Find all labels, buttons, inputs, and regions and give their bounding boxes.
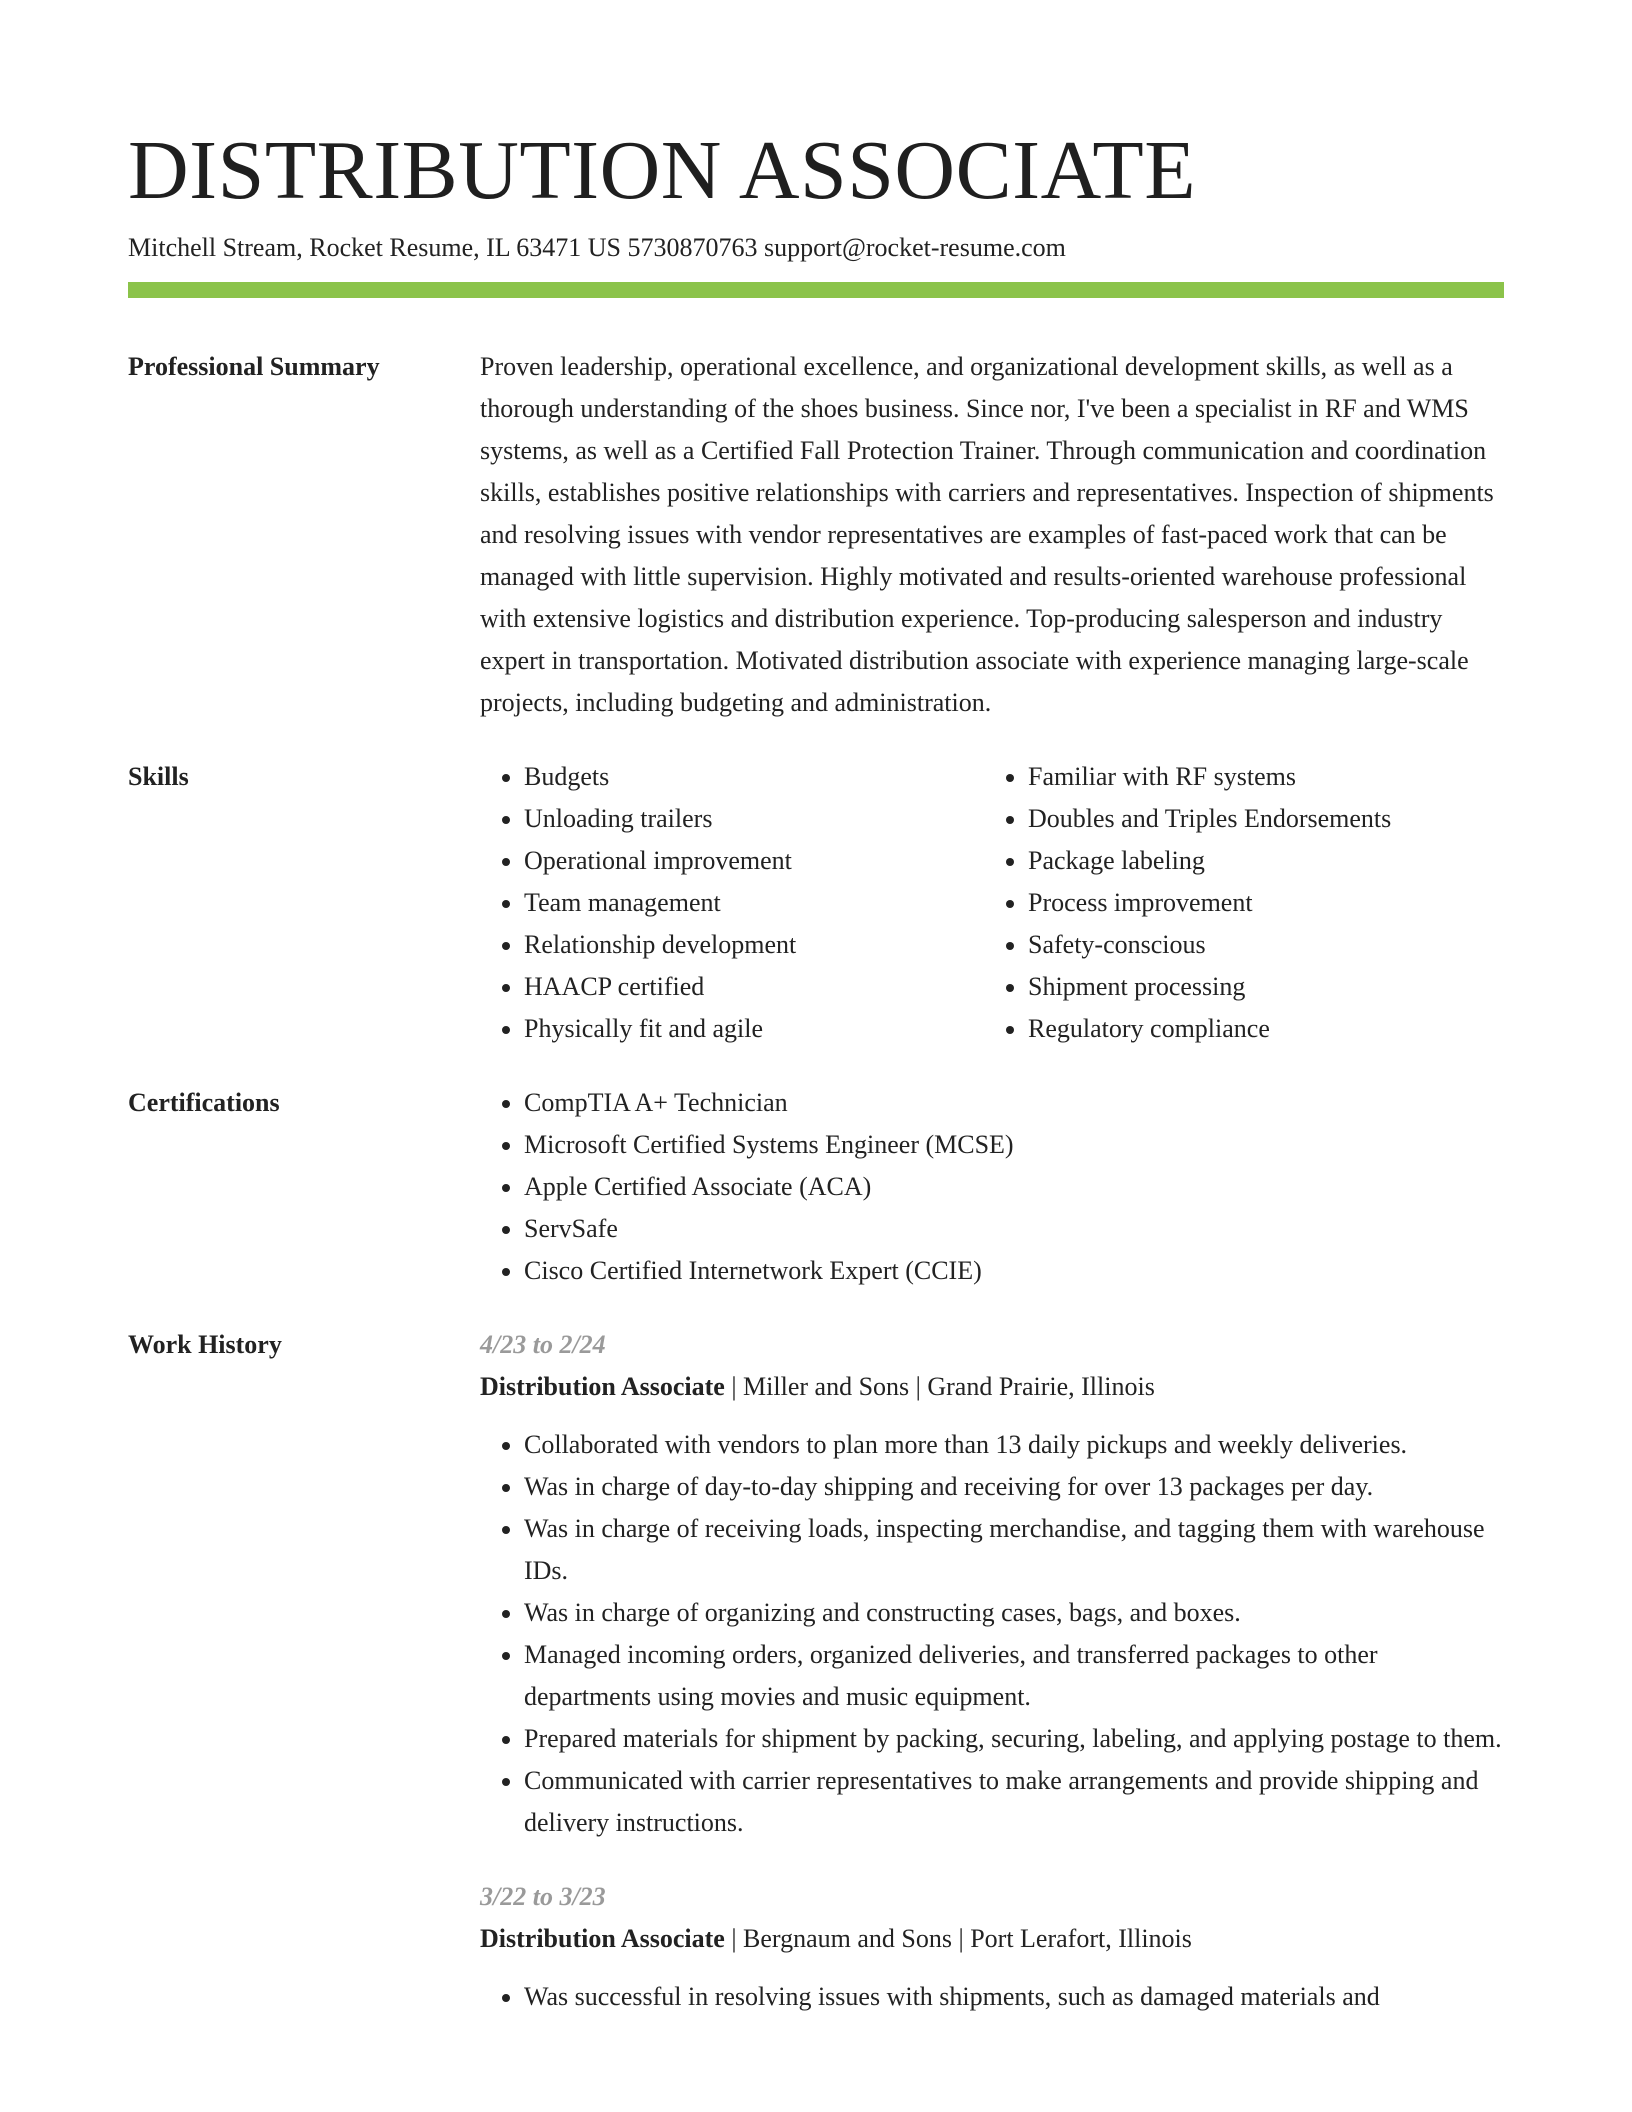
certifications-list: [480, 1082, 1504, 1292]
certifications-body: [480, 1082, 1504, 1292]
section-heading-certifications: Certifications: [128, 1088, 280, 1117]
job-dates: 3/22 to 3/23: [480, 1882, 606, 1911]
resume-page: [128, 0, 1504, 2018]
job-heading: [480, 1366, 1504, 1408]
skills-columns: [480, 756, 1504, 1050]
skill-item: • Team management: [524, 882, 984, 924]
job-duty-item: • Managed incoming orders, organized deliveries, and transferred packages to other departments using movies and music equipment.: [524, 1634, 1504, 1718]
job-title: Distribution Associate: [480, 1924, 725, 1953]
skill-item: • Shipment processing: [1028, 966, 1504, 1008]
header-accent-bar: [128, 282, 1504, 298]
skill-item: • Budgets: [524, 756, 984, 798]
certifications-section: [128, 1082, 1504, 1292]
skill-item: • Familiar with RF systems: [1028, 756, 1504, 798]
certification-item: • Apple Certified Associate (ACA): [524, 1166, 1504, 1208]
skills-list-left: [480, 756, 984, 1050]
skill-item: • Operational improvement: [524, 840, 984, 882]
job-duty-item: • Was successful in resolving issues with shipments, such as damaged materials and: [524, 1976, 1504, 2018]
skill-item: • HAACP certified: [524, 966, 984, 1008]
summary-section: [128, 346, 1504, 724]
job-entry: [480, 1876, 1504, 2018]
job-duty-item: • Was in charge of day-to-day shipping and receiving for over 13 packages per day.: [524, 1466, 1504, 1508]
contact-info: Mitchell Stream, Rocket Resume, IL 63471 US 5730870763 support@rocket-resume.com: [128, 233, 1066, 262]
skills-section: [128, 756, 1504, 1050]
summary-text: Proven leadership, operational excellence, and organizational development skills, as well as a thorough understanding of the shoes business. Since nor, I've been a specialist in RF and WMS systems, as well as a Certified Fall Protection Trainer. Through communication and coordination skills, establishes positive relationships with carriers and representatives. Inspection of shipments and resolving issues with vendor representatives are examples of fast-paced work that can be managed with little supervision. Highly motivated and results-oriented warehouse professional with extensive logistics and distribution experience. Top-producing salesperson and industry expert in transportation. Motivated distribution associate with experience managing large-scale projects, including budgeting and administration.: [480, 352, 1494, 717]
skill-item: • Relationship development: [524, 924, 984, 966]
job-duty-item: • Was in charge of receiving loads, inspecting merchandise, and tagging them with warehouse IDs.: [524, 1508, 1504, 1592]
work-history-section: [128, 1324, 1504, 2018]
job-duties-list: [480, 1424, 1504, 1844]
job-heading: [480, 1918, 1504, 1960]
job-entry: [480, 1324, 1504, 1844]
skill-item: • Package labeling: [1028, 840, 1504, 882]
section-heading-skills: Skills: [128, 762, 189, 791]
resume-title: DISTRIBUTION ASSOCIATE: [128, 124, 1197, 217]
skills-list-right: [984, 756, 1504, 1050]
skill-item: • Regulatory compliance: [1028, 1008, 1504, 1050]
skill-item: • Doubles and Triples Endorsements: [1028, 798, 1504, 840]
job-duty-item: • Collaborated with vendors to plan more than 13 daily pickups and weekly deliveries.: [524, 1424, 1504, 1466]
section-heading-work-history: Work History: [128, 1330, 282, 1359]
job-duty-item: • Communicated with carrier representatives to make arrangements and provide shipping and delivery instructions.: [524, 1760, 1504, 1844]
job-employer-location: | Bergnaum and Sons | Port Lerafort, Illinois: [724, 1924, 1192, 1953]
work-history-body: [480, 1324, 1504, 2018]
skill-item: • Unloading trailers: [524, 798, 984, 840]
job-employer-location: | Miller and Sons | Grand Prairie, Illinois: [724, 1372, 1155, 1401]
skill-item: • Safety-conscious: [1028, 924, 1504, 966]
job-duty-item: • Was in charge of organizing and constructing cases, bags, and boxes.: [524, 1592, 1504, 1634]
certification-item: • Microsoft Certified Systems Engineer (MCSE): [524, 1124, 1504, 1166]
certification-item: • CompTIA A+ Technician: [524, 1082, 1504, 1124]
job-title: Distribution Associate: [480, 1372, 725, 1401]
section-heading-summary: Professional Summary: [128, 352, 380, 381]
job-duty-item: • Prepared materials for shipment by packing, securing, labeling, and applying postage to them.: [524, 1718, 1504, 1760]
certification-item: • ServSafe: [524, 1208, 1504, 1250]
job-dates: 4/23 to 2/24: [480, 1330, 606, 1359]
certification-item: • Cisco Certified Internetwork Expert (CCIE): [524, 1250, 1504, 1292]
job-duties-list: [480, 1976, 1504, 2018]
skill-item: • Physically fit and agile: [524, 1008, 984, 1050]
skill-item: • Process improvement: [1028, 882, 1504, 924]
